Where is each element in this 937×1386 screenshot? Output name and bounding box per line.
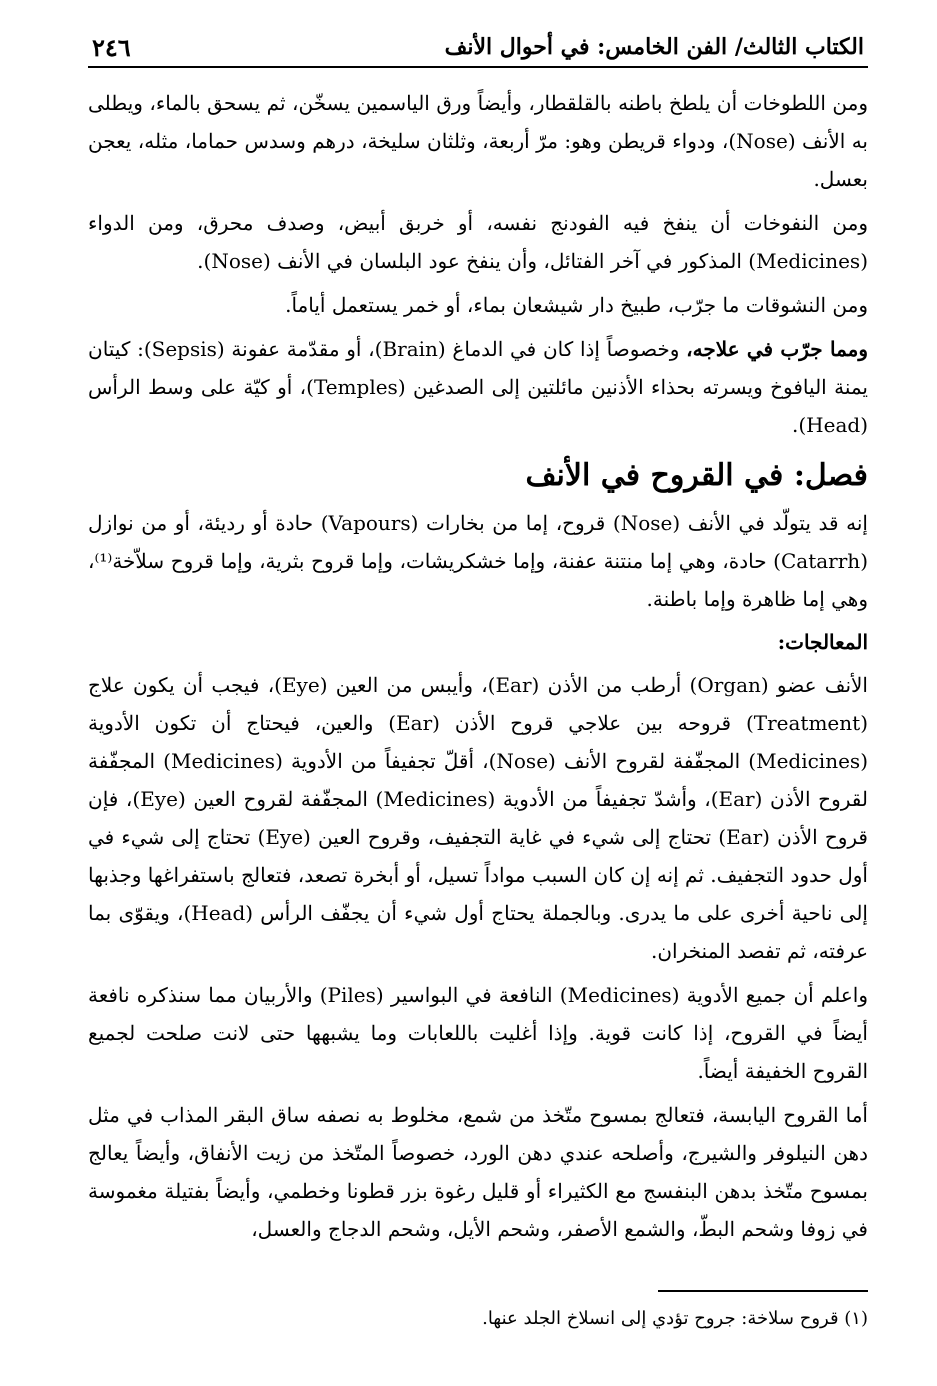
section-title: فصل: في القروح في الأنف [525,458,868,493]
document-page [88,28,868,1368]
tested-treatment-text: وخصوصاً إذا كان في الدماغ (Brain)، أو مقدّمة عفونة (Sepsis): كيتان يمنة اليافوخ ويسرته بحذاء الأذنين مائلتين إلى الصدغين (Temples)، أو كيّة على وسط الرأس (Head). [88,337,868,437]
paragraph-tested-treatment [88,330,868,444]
paragraph-snuffs: ومن النشوقات ما جرّب، طبيخ دار شيشعان بماء، أو خمر يستعمل أياماً. [285,293,868,317]
paragraph-ulcers-intro: إنه قد يتولّد في الأنف (Nose) قروح، إما من بخارات (Vapours) حادة أو رديئة، أو من نوازل (Catarrh) حادة، وهي إما منتنة عفنة، وإما خشكريشات، وإما قروح بثرية، وإما قروح سلاّخة⁽¹⁾، وهي إما ظاهرة وإما باطنة. [88,511,868,611]
paragraph-lotions: ومن اللطوخات أن يلطخ باطنه بالقلقطار، وأيضاً ورق الياسمين يسخّن، ثم يسحق بالماء، ويطلى به الأنف (Nose)، ودواء قريطن وهو: مرّ أربعة، وثلثان سليخة، درهم وسدس حماما، مثله، يعجن بعسل. [88,91,869,191]
footnote: (١) قروح سلاخة: جروح تؤدي إلى انسلاخ الجلد عنها. [482,1308,868,1329]
running-title: الكتاب الثالث/ الفن الخامس: في أحوال الأنف [444,34,864,60]
paragraph-treatment-3: أما القروح اليابسة، فتعالج بمسوح متّخذ من شمع، مخلوط به نصفه ساق البقر المذاب في مثل دهن النيلوفر والشيرج، وأصلحه عندي دهن الورد، خصوصاً المتّخذ من زيت الأنفاق، وأيضاً يعالج بمسوح متّخذ بدهن البنفسج مع الكثيراء أو قليل رغوة بزر قطونا وخطمي، وأيضاً بفتيلة مغموسة في زوفا وشحم البطّ، والشمع الأصفر، وشحم الأيل، وشحم الدجاج والعسل، [88,1103,868,1241]
page-number: ٢٤٦ [92,32,131,62]
paragraph-treatment-2: واعلم أن جميع الأدوية (Medicines) النافعة في البواسير (Piles) والأربيان مما سنذكره نافعة أيضاً في القروح، إذا كانت قوية. وإذا أغليت باللعابات وما يشبهها حتى لانت صلحت لجميع القروح الخفيفة أيضاً. [88,983,868,1083]
page-body [88,68,868,1248]
footnote-divider [658,1290,868,1292]
page-header [88,28,868,68]
bold-lead-text: ومما جرّب في علاجه، [686,337,869,361]
treatments-title: المعالجات: [777,630,868,654]
paragraph-treatment-1: الأنف عضو (Organ) أرطب من الأذن (Ear)، وأيبس من العين (Eye)، فيجب أن يكون علاج (Treatment) قروحه بين علاجي قروح الأذن (Ear) والعين، فيحتاج أن تكون الأدوية (Medicines) المجفّفة لقروح الأنف (Nose)، أقلّ تجفيفاً من الأدوية (Medicines) المجفّفة لقروح الأذن (Ear)، وأشدّ تجفيفاً من الأدوية (Medicines) المجفّفة لقروح العين (Eye)، فإن قروح الأذن (Ear) تحتاج إلى شيء في غاية التجفيف، وقروح العين (Eye) تحتاج إلى شيء في أول حدود التجفيف. ثم إنه إن كان السبب مواداً تسيل، أو أبخرة تصعد، فتعالج باستفراغها وجذبها إلى ناحية أخرى على ما يدرى. وبالجملة يحتاج أول شيء أن يجفّف الرأس (Head)، ويقوّى بما عرفته، ثم تفصد المنخران. [88,673,868,963]
paragraph-insufflations: ومن النفوخات أن ينفخ فيه الفودنج نفسه، أو خربق أبيض، وصدف محرق، ومن الدواء (Medicines) المذكور في آخر الفتائل، وأن ينفخ عود البلسان في الأنف (Nose). [88,211,868,273]
